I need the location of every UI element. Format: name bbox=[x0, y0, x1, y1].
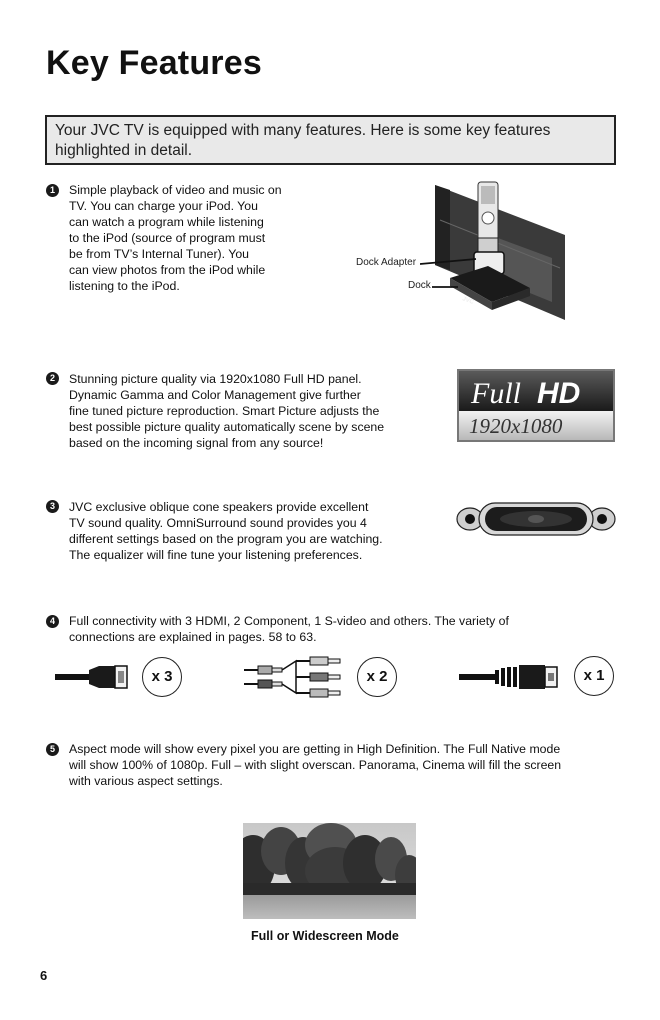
text-line: be from TV’s Internal Tuner). You bbox=[69, 247, 250, 261]
speaker-illustration bbox=[455, 498, 617, 540]
text-line: different settings based on the program you are watching. bbox=[69, 532, 383, 546]
text-line: The equalizer will fine tune your listening preferences. bbox=[69, 548, 363, 562]
feature-3-text bbox=[69, 499, 383, 563]
photo-caption: Full or Widescreen Mode bbox=[251, 929, 399, 943]
text-line: can watch a program while listening bbox=[69, 215, 264, 229]
text-line: will show 100% of 1080p. Full – with slight overscan. Panorama, Cinema will fill the screen bbox=[69, 758, 562, 772]
feature-number-2: 2 bbox=[46, 372, 59, 385]
feature-number-1: 1 bbox=[46, 184, 59, 197]
feature-4-text bbox=[69, 613, 509, 645]
text-line: fine tuned picture reproduction. Smart Picture adjusts the bbox=[69, 404, 380, 418]
dock-label: Dock bbox=[408, 280, 431, 291]
hdmi-count-badge: x 3 bbox=[142, 657, 182, 697]
text-line: TV. You can charge your iPod. You bbox=[69, 199, 258, 213]
text-line: to the iPod (source of program must bbox=[69, 231, 266, 245]
jvc-mark: JVC bbox=[461, 296, 475, 306]
feature-number-4: 4 bbox=[46, 615, 59, 628]
text-line: with various aspect settings. bbox=[69, 774, 223, 788]
text-line: Dynamic Gamma and Color Management give further bbox=[69, 388, 361, 402]
text-line: can view photos from the iPod while bbox=[69, 263, 266, 277]
logo-hd-text: HD bbox=[537, 377, 581, 410]
text-line: based on the incoming signal from any source! bbox=[69, 436, 324, 450]
hdmi-cable-icon bbox=[55, 662, 135, 692]
text-line: connections are explained in pages. 58 to 63. bbox=[69, 630, 317, 644]
svideo-count-badge: x 1 bbox=[574, 656, 614, 696]
full-hd-logo bbox=[457, 369, 615, 442]
feature-2-text bbox=[69, 371, 384, 451]
ipod-dock-illustration bbox=[420, 180, 565, 325]
text-line: JVC exclusive oblique cone speakers provide excellent bbox=[69, 500, 369, 514]
component-cable-icon bbox=[244, 656, 344, 698]
text-line: Full connectivity with 3 HDMI, 2 Component, 1 S-video and others. The variety of bbox=[69, 614, 509, 628]
text-line: best possible picture quality automatically scene by scene bbox=[69, 420, 385, 434]
page-number: 6 bbox=[40, 968, 48, 983]
page-title: Key Features bbox=[46, 44, 262, 82]
text-line: Stunning picture quality via 1920x1080 Full HD panel. bbox=[69, 372, 362, 386]
logo-resolution-text: 1920x1080 bbox=[469, 414, 563, 438]
intro-box: Your JVC TV is equipped with many features. Here is some key features highlighted in detail. bbox=[45, 115, 616, 165]
feature-number-3: 3 bbox=[46, 500, 59, 513]
landscape-photo bbox=[243, 823, 416, 919]
dock-adapter-label: Dock Adapter bbox=[356, 257, 417, 268]
component-count-badge: x 2 bbox=[357, 657, 397, 697]
text-line: listening to the iPod. bbox=[69, 279, 180, 293]
text-line: Aspect mode will show every pixel you are getting in High Definition. The Full Native mode bbox=[69, 742, 561, 756]
text-line: TV sound quality. OmniSurround sound provides you 4 bbox=[69, 516, 367, 530]
feature-5-text bbox=[69, 741, 561, 789]
feature-1-text bbox=[69, 182, 282, 294]
text-line: Simple playback of video and music on bbox=[69, 183, 282, 197]
logo-full-text: Full bbox=[471, 377, 521, 410]
feature-number-5: 5 bbox=[46, 743, 59, 756]
svideo-cable-icon bbox=[459, 662, 561, 692]
